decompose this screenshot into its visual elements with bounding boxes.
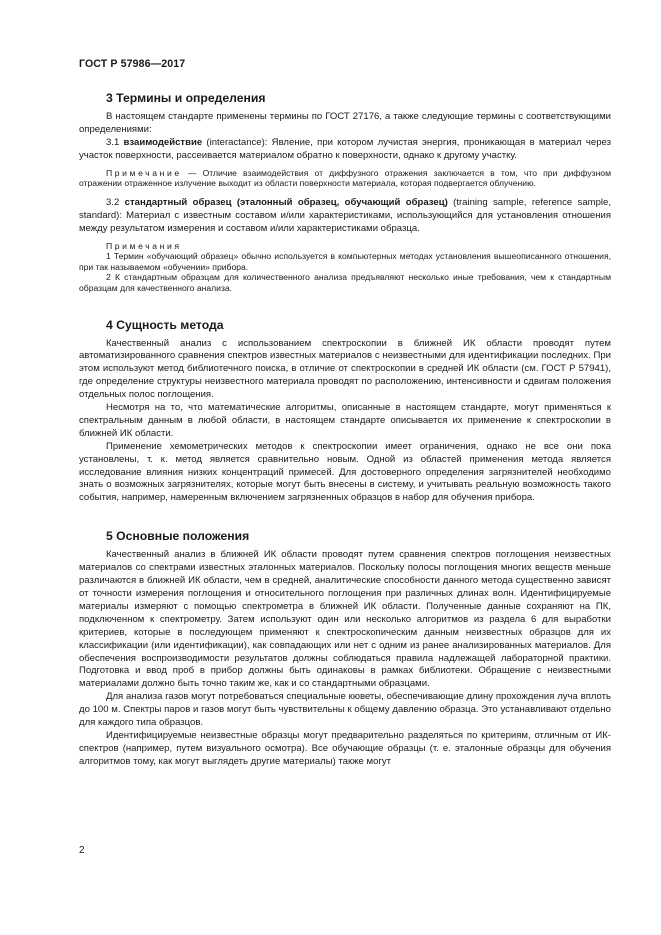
section-4-paragraph-1: Качественный анализ с использованием спектроскопии в ближней ИК области проводят путем автоматизированного сравнения спектров известных материалов с неизвестными для идентификации последних. При этом используют метод библиотечного поиска, в отличие от спектроскопии в средней ИК области (см. ГОСТ Р 57941), где определение структуры неизвестного материала проводят по расположению, интенсивности и сдвигам положения отдельных полос поглощения. bbox=[79, 337, 611, 401]
notes-label: Примечания bbox=[106, 240, 182, 251]
term-3-1 bbox=[79, 137, 611, 163]
term-3-2-name: стандартный образец (эталонный образец, обучающий образец) bbox=[124, 196, 448, 208]
section-5-paragraph-3: Идентифицируемые неизвестные образцы могут предварительно разделяться по критериям, отличным от ИК-спектров (например, путем визуального осмотра). Все обучающие образцы (т. е. эталонные образцы для обучения алгоритмов тому, как могут выглядеть другие материалы) также могут bbox=[79, 729, 611, 767]
note-text: — Отличие взаимодействия от диффузного отражения заключается в том, что при диффузном отражении отраженное излучение выходит из области поверхности материала, которая подвергается облучению. bbox=[79, 167, 611, 189]
term-3-1-definition: (interactance): Явление, при котором лучистая энергия, проникающая в материал через участок поверхности, рассеивается материалом обратно к поверхности, однако к другому участку. bbox=[79, 136, 611, 161]
term-3-2 bbox=[79, 197, 611, 236]
note-3-1 bbox=[79, 168, 611, 189]
note-3-2-item-2: 2 К стандартным образцам для количественного анализа предъявляют несколько иные требования, чем к стандартным образцам для качественного анализа. bbox=[79, 272, 611, 293]
term-3-2-definition: (training sample, reference sample, standard): Материал с известным составом и/или характеристиками, использующийся для установления отношения между результатом измерения и составом и/или характеристиками образца. bbox=[79, 196, 611, 234]
standard-header: ГОСТ Р 57986—2017 bbox=[79, 58, 186, 70]
section-3-intro: В настоящем стандарте применены термины по ГОСТ 27176, а также следующие термины с соответствующими определениями: bbox=[79, 111, 611, 135]
note-label: Примечание bbox=[106, 167, 182, 178]
section-4-paragraph-2: Несмотря на то, что математические алгоритмы, описанные в настоящем стандарте, могут применяться к спектральным данным в любой области, в настоящем стандарте описывается их применение к спектроскопии в ближней ИК области. bbox=[79, 402, 611, 439]
term-3-2-number: 3.2 bbox=[106, 196, 125, 208]
section-5-paragraph-1: Качественный анализ в ближней ИК области проводят путем сравнения спектров поглощения неизвестных материалов со спектрами известных эталонных материалов. Поскольку полосы поглощения многих веществ меньше различаются в ближней ИК области, чем в средней, аналитические способности данного метода существенно зависят от точности измерения поглощения и относительного поглощения при различных длинах волн. Идентифицируемые материалы измеряют с помощью спектрометра в ближней ИК области. Полученные данные сохраняют на ПК, подключенном к спектрометру. Затем используют один или несколько алгоритмов из раздела 6 для выработки критериев, которые в последующем применяют к спектроскопическим данным неизвестных образцов для их классификации (или идентификации), как совпадающих или нет с одним из ранее анализированных материалов. Для обеспечения воспроизводимости результатов должны соблюдаться правила надлежащей лабораторной практики. Подготовка и ввод проб в прибор должны быть одинаковы в рамках библиотеки. Обращение с неизвестными материалами должно быть точно таким же, как и со стандартными образцами. bbox=[79, 549, 611, 690]
page-content bbox=[79, 90, 611, 769]
section-5-paragraph-2: Для анализа газов могут потребоваться специальные кюветы, обеспечивающие длину прохождения луча вплоть до 100 м. Спектры паров и газов могут быть чувствительны к общему давлению образца. Это устанавливают отдельно для каждого типа образцов. bbox=[79, 691, 611, 729]
section-5-title: 5 Основные положения bbox=[106, 529, 250, 544]
section-4-paragraph-3: Применение хемометрических методов к спектроскопии имеет ограничения, однако не все они пока установлены, т. к. метод является сравнительно новым. Одной из областей применения метода является исследование влияния низких концентраций примесей. Для достоверного определения загрязнителей необходимо знать о возможных загрязнителях, которые могут быть внесены в систему, и учитывать реальную возможность такого события, например, намеренным включением загрязненных образцов в набор для обучения прибора. bbox=[79, 440, 611, 504]
term-3-1-name: взаимодействие bbox=[123, 136, 203, 148]
note-3-2-item-1: 1 Термин «обучающий образец» обычно используется в компьютерных методах установления вышеописанного отношения, при так называемом «обучении» прибора. bbox=[79, 251, 611, 272]
page-number: 2 bbox=[79, 845, 85, 856]
section-4-title: 4 Сущность метода bbox=[106, 317, 224, 332]
term-3-1-number: 3.1 bbox=[106, 136, 124, 148]
section-3-title: 3 Термины и определения bbox=[106, 91, 266, 105]
